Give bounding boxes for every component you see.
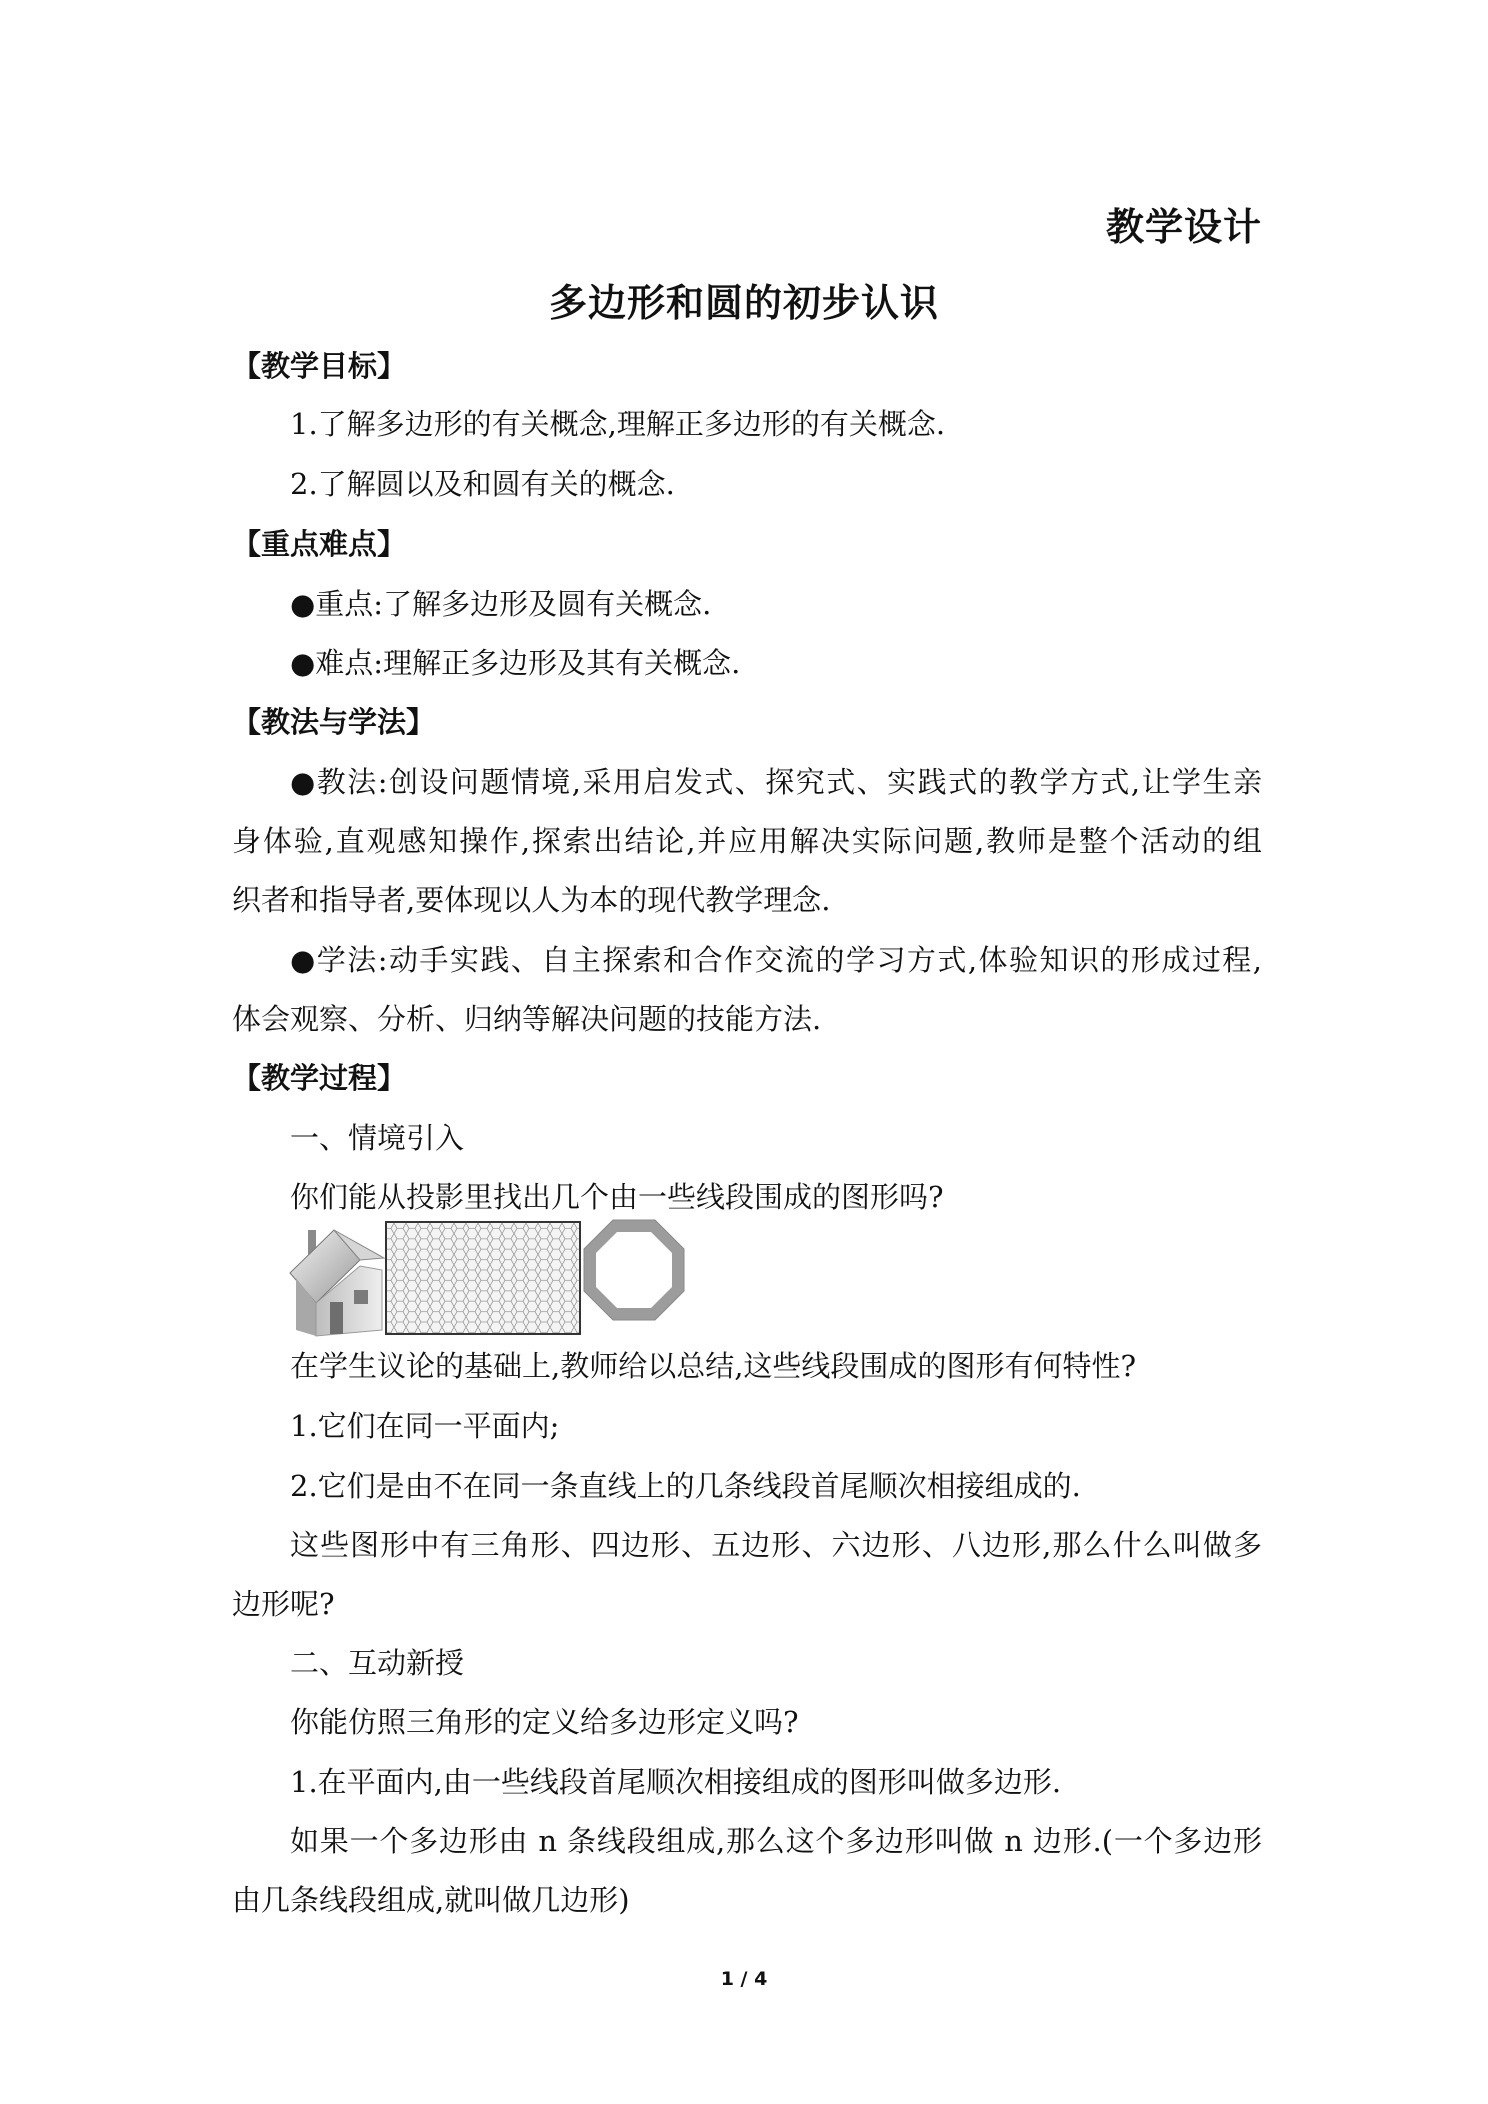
doc-type-label: 教学设计 xyxy=(1105,205,1262,249)
house-icon xyxy=(290,1230,384,1336)
section-heading-methods: 【教法与学法】 xyxy=(232,705,436,739)
section-heading-process: 【教学过程】 xyxy=(232,1061,407,1095)
definition-question: 你能仿照三角形的定义给多边形定义吗? xyxy=(290,1705,799,1739)
objective-item: 1.了解多边形的有关概念,理解正多边形的有关概念. xyxy=(290,407,946,441)
key-point-item: ●重点:了解多边形及圆有关概念. xyxy=(290,587,712,621)
shapes-text-line: 这些图形中有三角形、四边形、五边形、六边形、八边形,那么什么叫做多 xyxy=(290,1528,1262,1562)
teaching-method-line: 身体验,直观感知操作,探索出结论,并应用解决实际问题,教师是整个活动的组 xyxy=(232,824,1262,858)
property-item: 2.它们是由不在同一条直线上的几条线段首尾顺次相接组成的. xyxy=(290,1469,1081,1503)
key-point-item: ●难点:理解正多边形及其有关概念. xyxy=(290,646,741,680)
property-item: 1.它们在同一平面内; xyxy=(290,1409,560,1443)
figure-row-svg xyxy=(286,1218,706,1338)
summary-text: 在学生议论的基础上,教师给以总结,这些线段围成的图形有何特性? xyxy=(290,1349,1136,1383)
learning-method-line: 体会观察、分析、归纳等解决问题的技能方法. xyxy=(232,1002,822,1036)
objective-item: 2.了解圆以及和圆有关的概念. xyxy=(290,467,675,501)
n-gon-text-line: 由几条线段组成,就叫做几边形) xyxy=(232,1883,630,1917)
page-number: 1 / 4 xyxy=(720,1968,768,1990)
honeycomb-grid-icon xyxy=(386,1222,580,1334)
figure-row xyxy=(286,1218,706,1338)
part-title-intro: 一、情境引入 xyxy=(290,1121,465,1155)
intro-question: 你们能从投影里找出几个由一些线段围成的图形吗? xyxy=(290,1180,944,1214)
part-title-interactive: 二、互动新授 xyxy=(290,1646,465,1680)
learning-method-line: ●学法:动手实践、自主探索和合作交流的学习方式,体验知识的形成过程, xyxy=(290,943,1262,977)
shapes-text-line: 边形呢? xyxy=(232,1587,335,1621)
teaching-method-line: 织者和指导者,要体现以人为本的现代教学理念. xyxy=(232,883,831,917)
page-title: 多边形和圆的初步认识 xyxy=(548,281,939,325)
teaching-method-line: ●教法:创设问题情境,采用启发式、探究式、实践式的教学方式,让学生亲 xyxy=(290,765,1262,799)
octagon-icon xyxy=(584,1220,684,1320)
section-heading-key-points: 【重点难点】 xyxy=(232,527,407,561)
n-gon-text-line: 如果一个多边形由 n 条线段组成,那么这个多边形叫做 n 边形.(一个多边形 xyxy=(290,1824,1262,1858)
section-heading-objectives: 【教学目标】 xyxy=(232,349,407,383)
polygon-definition: 1.在平面内,由一些线段首尾顺次相接组成的图形叫做多边形. xyxy=(290,1765,1062,1799)
